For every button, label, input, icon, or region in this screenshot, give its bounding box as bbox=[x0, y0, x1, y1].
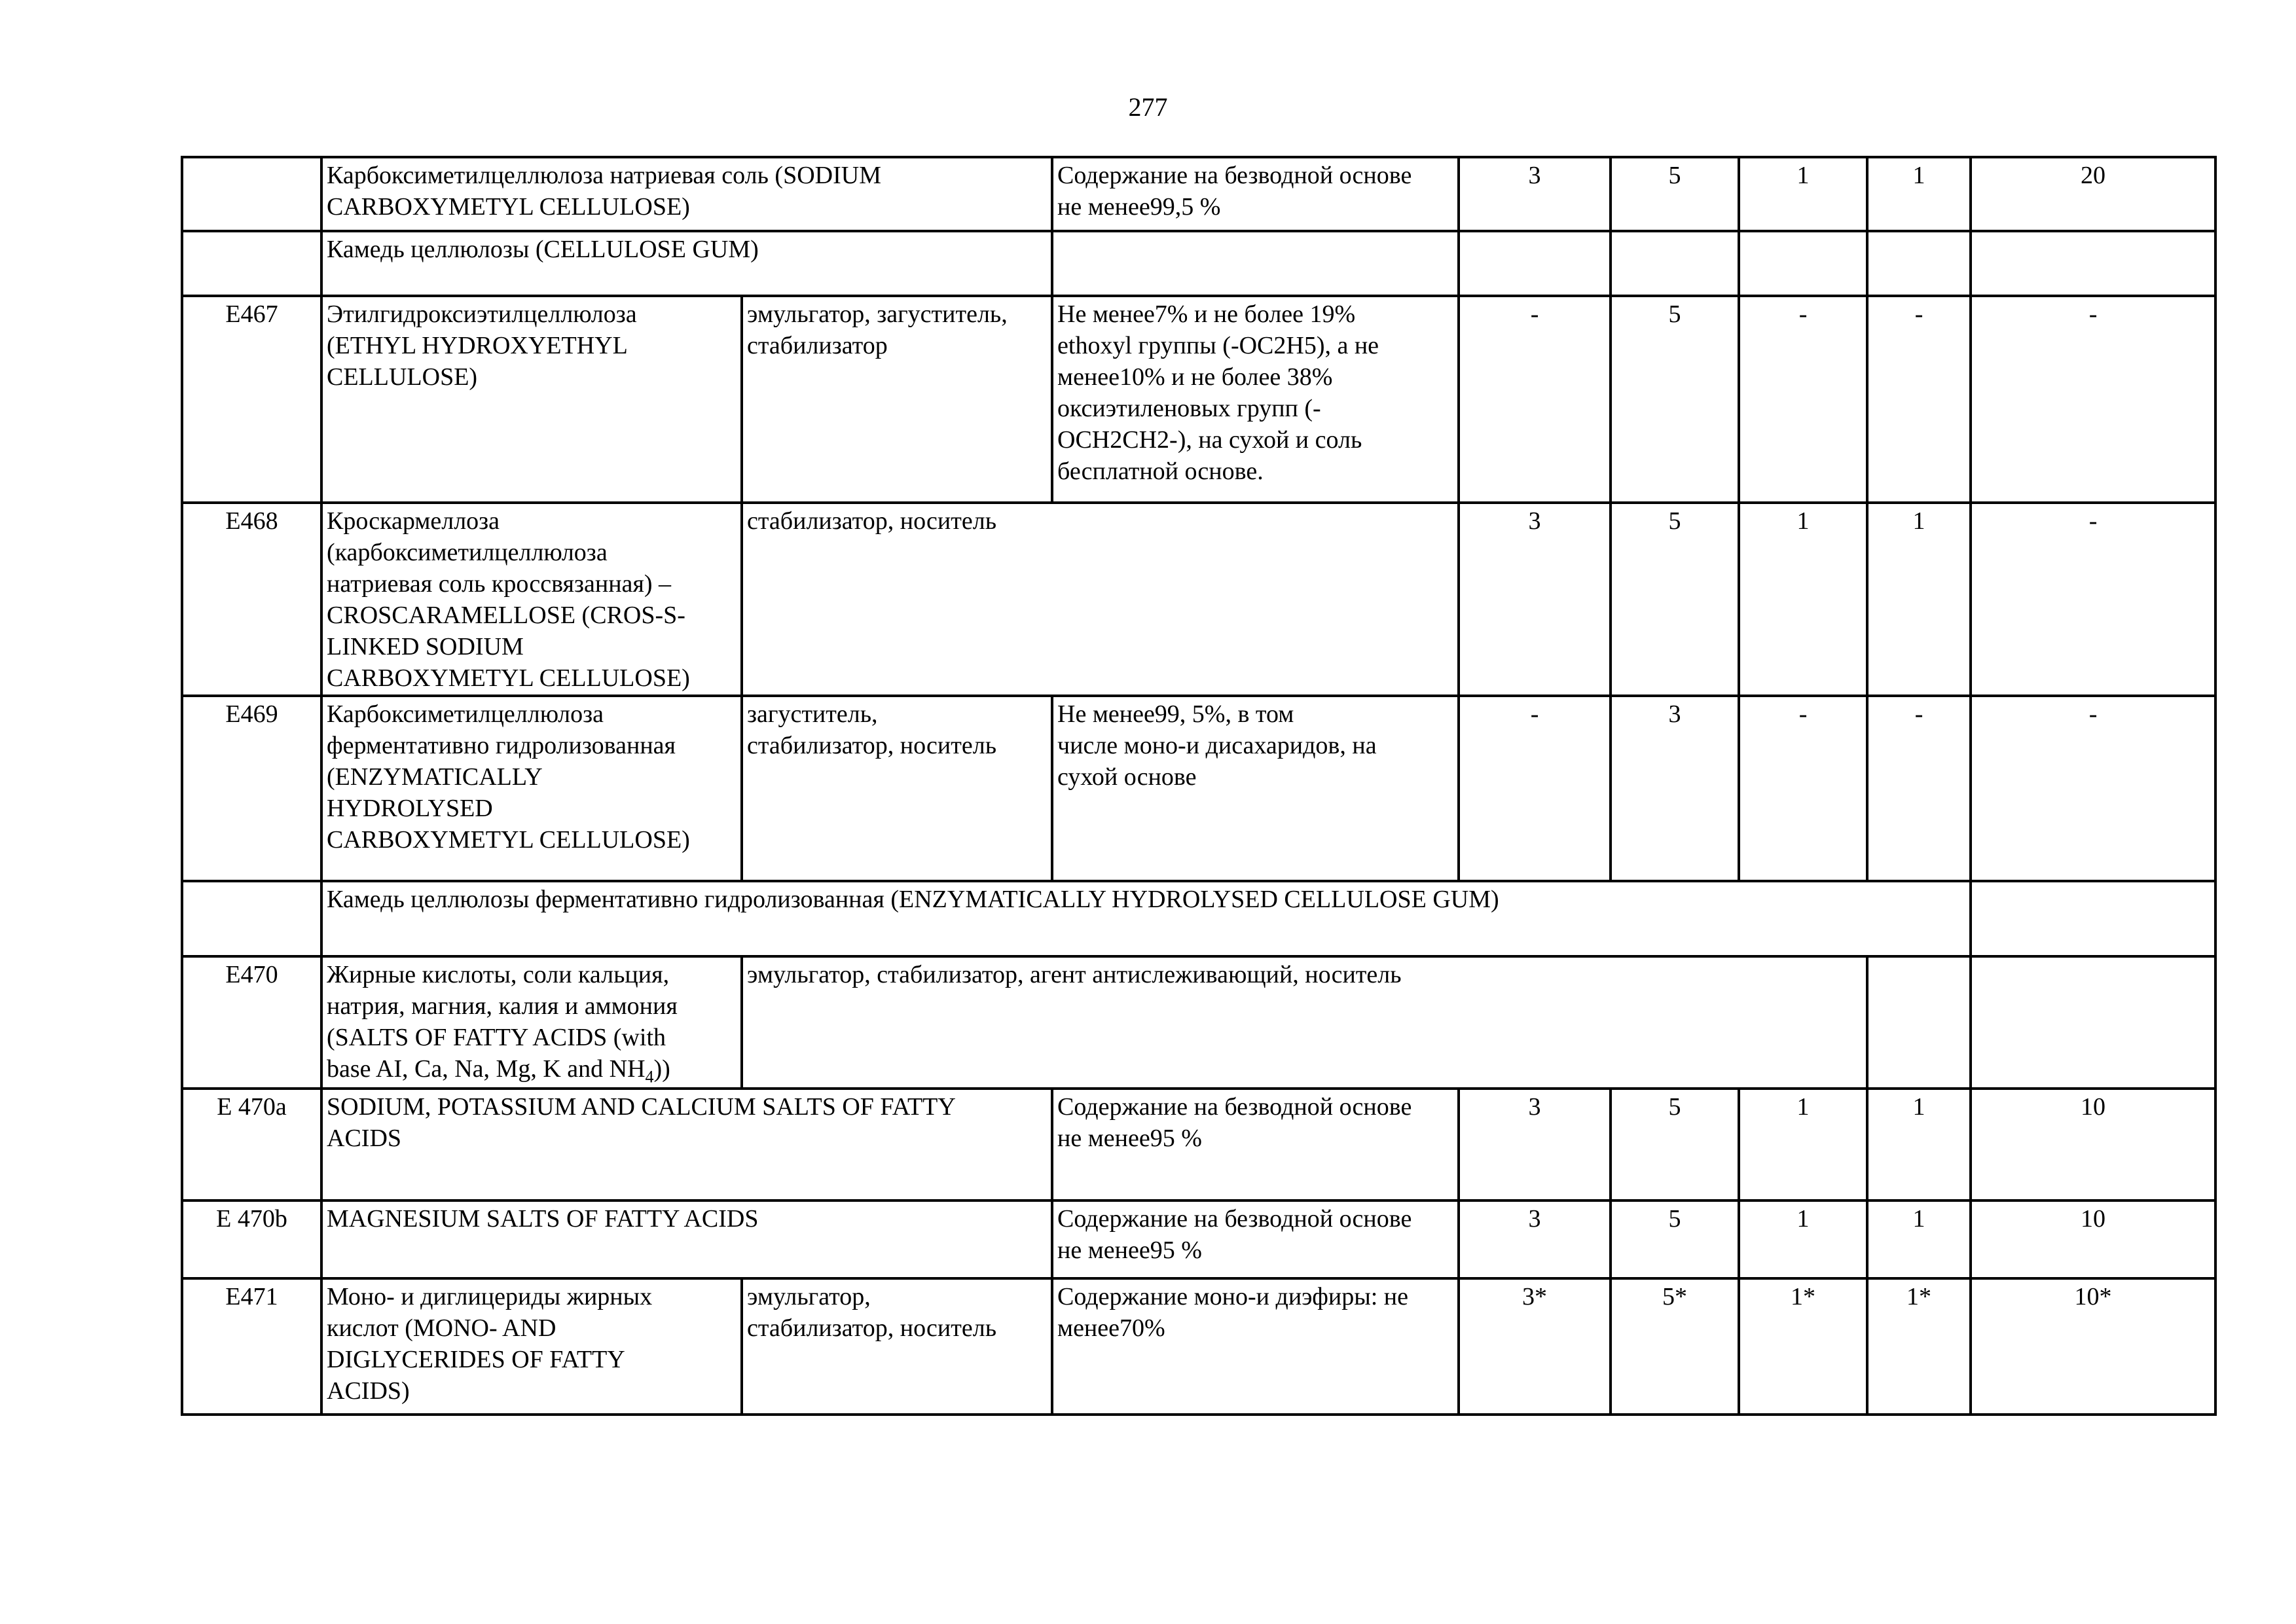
limit-value-1: 3 bbox=[1459, 157, 1611, 231]
limit-value-2: 5 bbox=[1611, 1089, 1739, 1200]
limit-value-5 bbox=[1971, 881, 2215, 956]
limit-value-3: 1 bbox=[1739, 1089, 1867, 1200]
table-row bbox=[182, 696, 2215, 881]
additive-name: Этилгидроксиэтилцеллюлоза (ETHYL HYDROXYETHYL CELLULOSE) bbox=[321, 296, 742, 503]
additive-name: Карбоксиметилцеллюлоза натриевая соль (SODIUM CARBOXYMETYL CELLULOSE) bbox=[321, 157, 1052, 231]
limit-value-5: 10 bbox=[1971, 1089, 2215, 1200]
limit-value-3: 1 bbox=[1739, 503, 1867, 696]
limit-value-1: 3 bbox=[1459, 1089, 1611, 1200]
purity-spec: Не менее7% и не более 19% ethoxyl группы (-OC2H5), а не менее10% и не более 38% оксиэтиленовых групп (- OCH2CH2-), на сухой и соль бесплатной основе. bbox=[1052, 296, 1459, 503]
limit-value-1: - bbox=[1459, 696, 1611, 881]
additive-code: E471 bbox=[182, 1278, 321, 1415]
limit-value-3: 1* bbox=[1739, 1278, 1867, 1415]
limit-value-2: 5* bbox=[1611, 1278, 1739, 1415]
limit-value-2: 5 bbox=[1611, 157, 1739, 231]
additive-name-closing: )) bbox=[653, 1055, 670, 1083]
additive-name-text: Жирные кислоты, соли кальция, натрия, магния, калия и аммония (SALTS OF FATTY ACIDS (with base AI, Ca, Na, Mg, K and NH bbox=[327, 961, 678, 1083]
limit-value-4 bbox=[1867, 956, 1971, 1089]
technological-function: стабилизатор, носитель bbox=[742, 503, 1459, 696]
ammonium-subscript: 4 bbox=[645, 1067, 654, 1087]
additive-name: Кроскармеллоза (карбоксиметилцеллюлоза натриевая соль кроссвязанная) – CROSCARAMELLOSE (CROS-S- LINKED SODIUM CARBOXYMETYL CELLULOSE) bbox=[321, 503, 742, 696]
limit-value-2: 5 bbox=[1611, 503, 1739, 696]
table-row bbox=[182, 1200, 2215, 1278]
additive-synonym: Камедь целлюлозы ферментативно гидролизованная (ENZYMATICALLY HYDROLYSED CELLULOSE GUM) bbox=[321, 881, 1971, 956]
purity-spec: Содержание моно-и диэфиры: не менее70% bbox=[1052, 1278, 1459, 1415]
table-row bbox=[182, 503, 2215, 696]
limit-value-3 bbox=[1739, 231, 1867, 296]
limit-value-4: - bbox=[1867, 296, 1971, 503]
table-row bbox=[182, 881, 2215, 956]
table-row bbox=[182, 1089, 2215, 1200]
limit-value-5: 20 bbox=[1971, 157, 2215, 231]
limit-value-4: 1 bbox=[1867, 1089, 1971, 1200]
table-row bbox=[182, 157, 2215, 231]
additive-code: E467 bbox=[182, 296, 321, 503]
limit-value-3: 1 bbox=[1739, 157, 1867, 231]
limit-value-5: - bbox=[1971, 503, 2215, 696]
limit-value-2: 5 bbox=[1611, 1200, 1739, 1278]
additive-code: E468 bbox=[182, 503, 321, 696]
additive-name: MAGNESIUM SALTS OF FATTY ACIDS bbox=[321, 1200, 1052, 1278]
limit-value-5 bbox=[1971, 231, 2215, 296]
technological-function: эмульгатор, стабилизатор, носитель bbox=[742, 1278, 1052, 1415]
limit-value-1: - bbox=[1459, 296, 1611, 503]
table-row bbox=[182, 1278, 2215, 1415]
limit-value-4: 1 bbox=[1867, 157, 1971, 231]
limit-value-5: - bbox=[1971, 296, 2215, 503]
technological-function: эмульгатор, загуститель, стабилизатор bbox=[742, 296, 1052, 503]
additive-name bbox=[321, 956, 742, 1089]
additive-synonym: Камедь целлюлозы (CELLULOSE GUM) bbox=[321, 231, 1052, 296]
page-number: 277 bbox=[1128, 92, 1168, 122]
limit-value-1: 3* bbox=[1459, 1278, 1611, 1415]
table-row bbox=[182, 231, 2215, 296]
additive-name: Карбоксиметилцеллюлоза ферментативно гидролизованная (ENZYMATICALLY HYDROLYSED CARBOXYMETYL CELLULOSE) bbox=[321, 696, 742, 881]
limit-value-4: 1 bbox=[1867, 1200, 1971, 1278]
purity-spec: Содержание на безводной основе не менее95 % bbox=[1052, 1089, 1459, 1200]
technological-function: эмульгатор, стабилизатор, агент антислеживающий, носитель bbox=[742, 956, 1867, 1089]
limit-value-3: - bbox=[1739, 296, 1867, 503]
limit-value-2: 3 bbox=[1611, 696, 1739, 881]
purity-spec: Содержание на безводной основе не менее99,5 % bbox=[1052, 157, 1459, 231]
limit-value-1 bbox=[1459, 231, 1611, 296]
table-row bbox=[182, 296, 2215, 503]
limit-value-2: 5 bbox=[1611, 296, 1739, 503]
additive-name: SODIUM, POTASSIUM AND CALCIUM SALTS OF FATTY ACIDS bbox=[321, 1089, 1052, 1200]
technological-function: загуститель, стабилизатор, носитель bbox=[742, 696, 1052, 881]
purity-spec bbox=[1052, 231, 1459, 296]
limit-value-2 bbox=[1611, 231, 1739, 296]
limit-value-3: - bbox=[1739, 696, 1867, 881]
limit-value-4: 1* bbox=[1867, 1278, 1971, 1415]
additive-code bbox=[182, 881, 321, 956]
limit-value-3: 1 bbox=[1739, 1200, 1867, 1278]
additives-table bbox=[181, 156, 2217, 1416]
purity-spec: Содержание на безводной основе не менее95 % bbox=[1052, 1200, 1459, 1278]
additive-code bbox=[182, 231, 321, 296]
additive-name: Моно- и диглицериды жирных кислот (MONO- AND DIGLYCERIDES OF FATTY ACIDS) bbox=[321, 1278, 742, 1415]
table-row bbox=[182, 956, 2215, 1089]
limit-value-5 bbox=[1971, 956, 2215, 1089]
limit-value-1: 3 bbox=[1459, 503, 1611, 696]
limit-value-5: 10 bbox=[1971, 1200, 2215, 1278]
purity-spec: Не менее99, 5%, в том числе моно-и дисахаридов, на сухой основе bbox=[1052, 696, 1459, 881]
additive-code: E469 bbox=[182, 696, 321, 881]
limit-value-4: 1 bbox=[1867, 503, 1971, 696]
limit-value-4 bbox=[1867, 231, 1971, 296]
limit-value-1: 3 bbox=[1459, 1200, 1611, 1278]
limit-value-4: - bbox=[1867, 696, 1971, 881]
limit-value-5: 10* bbox=[1971, 1278, 2215, 1415]
limit-value-5: - bbox=[1971, 696, 2215, 881]
additive-code bbox=[182, 157, 321, 231]
additive-code: E 470a bbox=[182, 1089, 321, 1200]
additive-code: E 470b bbox=[182, 1200, 321, 1278]
additive-code: E470 bbox=[182, 956, 321, 1089]
